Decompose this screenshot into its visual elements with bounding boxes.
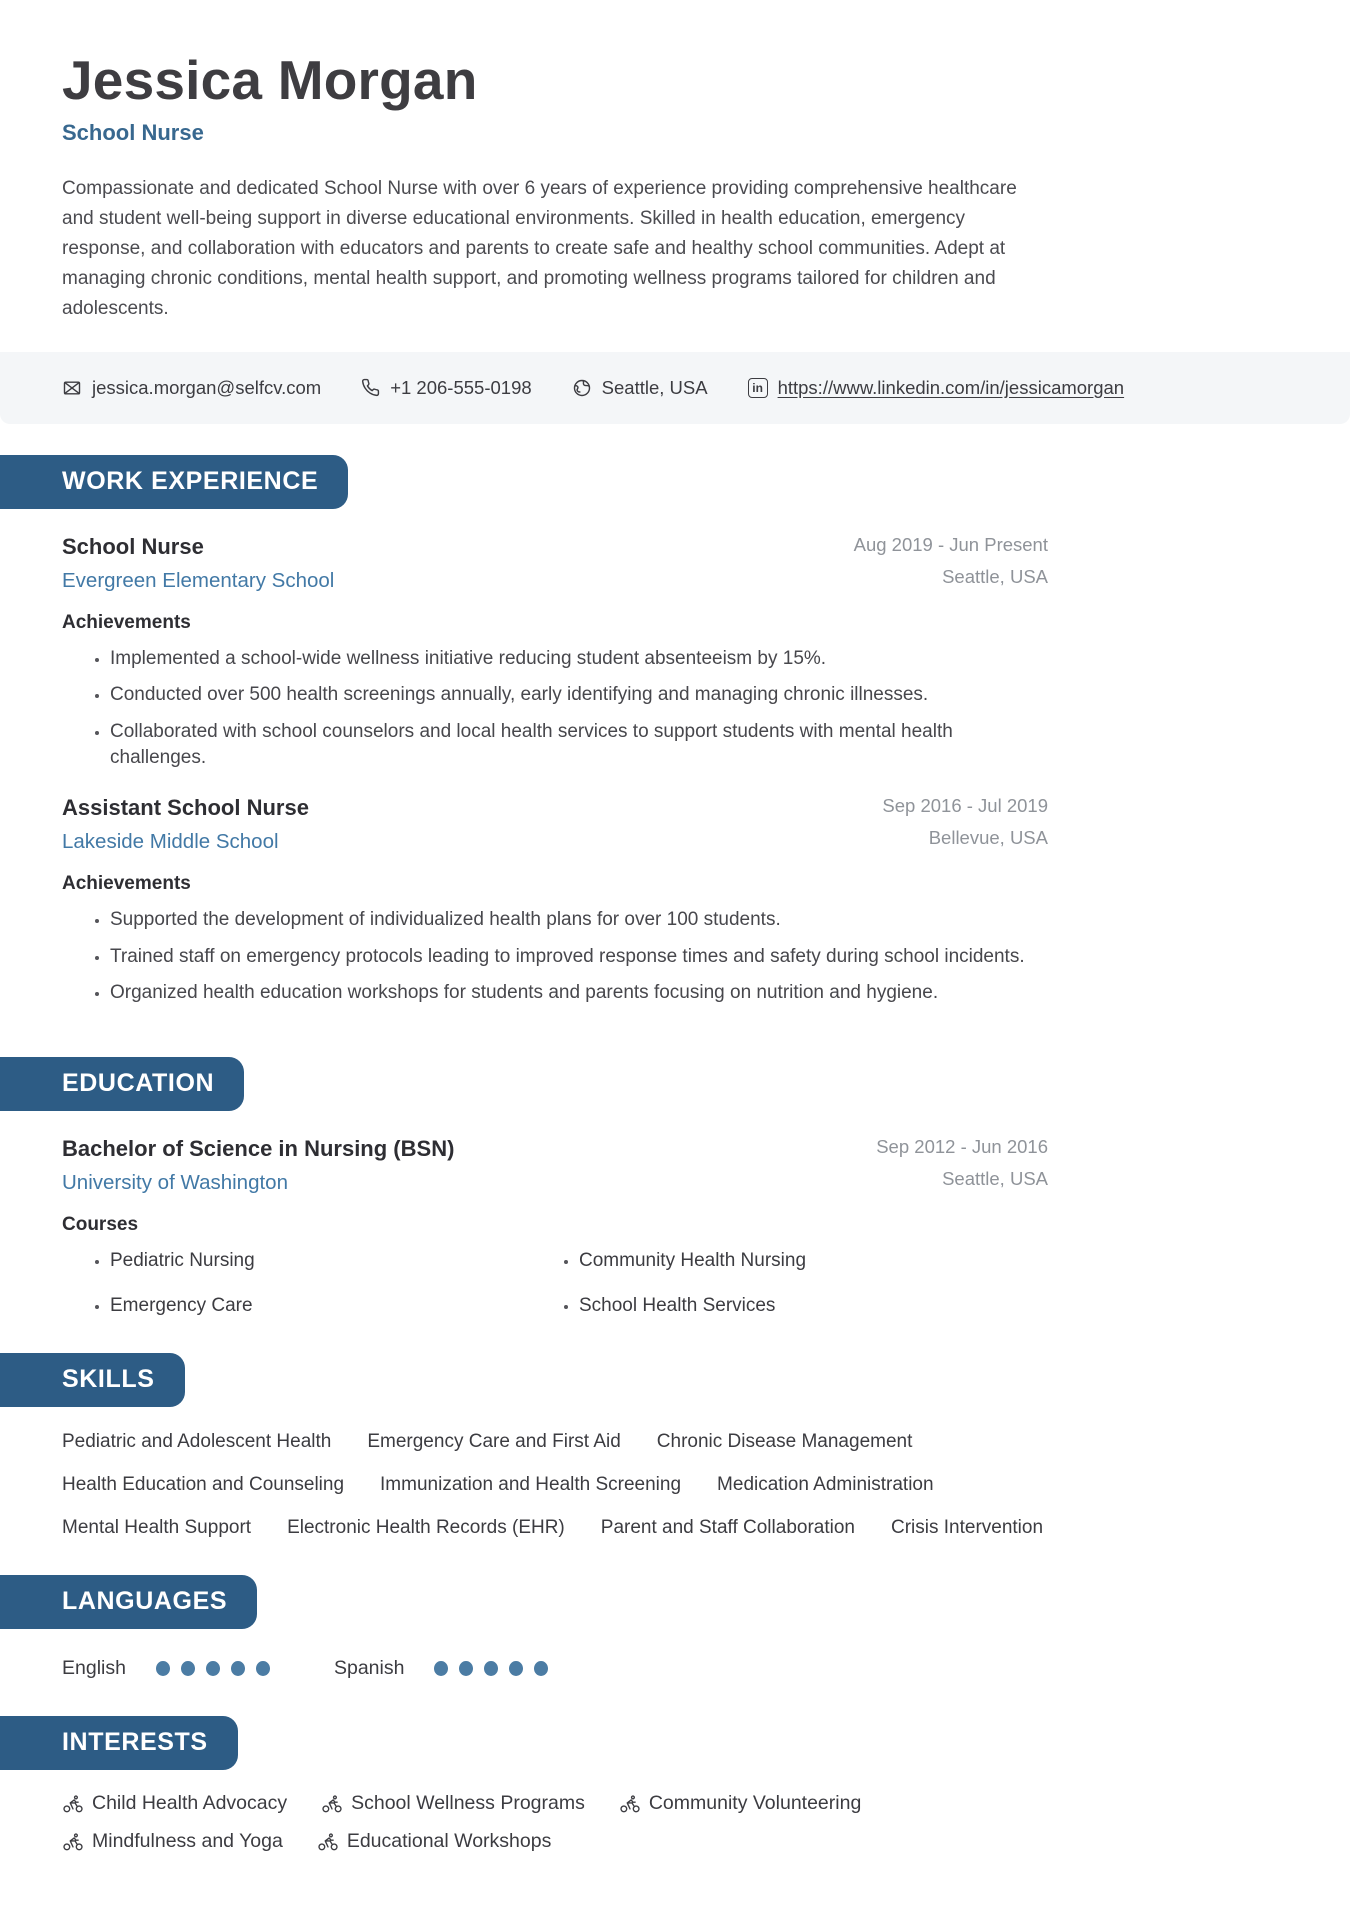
contact-email [62,377,321,399]
summary-text: Compassionate and dedicated School Nurse with over 6 years of experience providing comprehensive healthcare and student well-being support in diverse educational environments. Skilled in health education, emergency response, and collaboration with educators and parents to create safe and healthy school communities. Adept at managing chronic conditions, mental health support, and promoting wellness programs tailored for children and adolescents. [62,177,1017,319]
achievements-label: Achievements [62,611,191,633]
interest-label: Child Health Advocacy [92,1792,288,1815]
interest-label: Mindfulness and Yoga [92,1830,283,1853]
education-entry [62,1136,1048,1317]
person-name: Jessica Morgan [62,49,478,111]
language-item [62,1657,270,1680]
course-item: • Emergency Care [110,1295,579,1317]
language-level [156,1661,270,1676]
courses-label: Courses [62,1214,139,1236]
achievements-list [62,907,1048,1006]
section-header-work-experience: WORK EXPERIENCE [0,455,348,509]
section-header-languages: LANGUAGES [0,1575,257,1629]
section-header-education: EDUCATION [0,1057,244,1111]
language-dot [206,1661,220,1676]
interest-label: Community Volunteering [648,1792,862,1815]
interest-item [62,1830,283,1853]
language-dot [156,1661,170,1676]
achievement-item: • Conducted over 500 health screenings annually, early identifying and managing chronic illnesses. [110,682,1048,708]
achievement-item: • Collaborated with school counselors and local health services to support students with mental health challenges. [110,719,1048,770]
bicycle-icon [619,1793,641,1815]
skill-item: Immunization and Health Screening [380,1474,682,1496]
achievement-item: • Trained staff on emergency protocols leading to improved response times and safety during school incidents. [110,944,1048,970]
skill-item: Medication Administration [717,1474,934,1496]
education-location: Seattle, USA [942,1168,1048,1190]
language-name: English [62,1657,126,1680]
contact-location-value: Seattle, USA [601,376,708,398]
course-item: • Community Health Nursing [579,1250,1048,1272]
section-header-skills: SKILLS [0,1353,185,1407]
job-dates: Aug 2019 - Jun Present [853,533,1048,555]
achievement-item: • Supported the development of individualized health plans for over 100 students. [110,907,1048,933]
education-section [0,1136,1350,1317]
contact-phone [361,377,531,399]
bicycle-icon [62,1793,84,1815]
course-item: • Pediatric Nursing [110,1250,579,1272]
contact-phone-value: +1 206-555-0198 [390,376,532,398]
skill-item: Parent and Staff Collaboration [600,1517,855,1539]
bicycle-icon [317,1831,339,1853]
language-dot [181,1661,195,1676]
envelope-icon [62,378,82,398]
resume-header [0,0,1350,324]
education-dates: Sep 2012 - Jun 2016 [876,1136,1048,1158]
linkedin-link[interactable]: https://www.linkedin.com/in/jessicamorgan [777,376,1125,398]
languages-list [62,1657,1048,1680]
achievement-item: • Organized health education workshops for students and parents focusing on nutrition and hygiene. [110,980,1048,1006]
contact-bar [0,352,1350,424]
language-dot [484,1661,498,1676]
skills-list [62,1431,1048,1539]
bicycle-icon [62,1831,84,1853]
language-dot [231,1661,245,1676]
skill-item: Mental Health Support [62,1517,252,1539]
linkedin-icon: in [748,378,768,398]
job-location: Seattle, USA [942,565,1048,587]
interest-item [619,1792,861,1815]
language-level [434,1661,548,1676]
language-dot [509,1661,523,1676]
bicycle-icon [321,1793,343,1815]
language-dot [534,1661,548,1676]
achievement-item: • Implemented a school-wide wellness initiative reducing student absenteeism by 15%. [110,646,1048,672]
contact-email-value: jessica.morgan@selfcv.com [92,376,322,398]
language-dot [459,1661,473,1676]
phone-icon [361,378,380,397]
interest-item [321,1792,585,1815]
interest-label: School Wellness Programs [351,1792,585,1815]
languages-section [0,1657,1350,1680]
section-header-interests: INTERESTS [0,1716,238,1770]
job-company: Evergreen Elementary School [62,568,335,592]
interest-item [62,1792,287,1815]
skill-item: Crisis Intervention [890,1517,1044,1539]
skill-item: Health Education and Counseling [62,1474,345,1496]
job-location: Bellevue, USA [928,827,1048,849]
job-title: School Nurse [62,533,204,559]
language-dot [256,1661,270,1676]
skill-item: Emergency Care and First Aid [367,1431,621,1453]
job-entry [62,534,1048,771]
interests-list [62,1792,1048,1853]
interests-section [0,1792,1350,1853]
globe-icon [572,378,592,398]
person-role: School Nurse [62,119,204,145]
courses-list [62,1250,1048,1317]
language-name: Spanish [333,1657,405,1680]
language-item [334,1657,548,1680]
skill-item: Electronic Health Records (EHR) [287,1517,565,1539]
course-item: • School Health Services [579,1295,1048,1317]
achievements-list [62,646,1048,771]
school-name: University of Washington [62,1171,288,1195]
skills-section [0,1431,1350,1539]
interest-label: Educational Workshops [346,1830,552,1853]
skill-item: Pediatric and Adolescent Health [62,1431,332,1453]
contact-location [572,377,708,399]
job-dates: Sep 2016 - Jul 2019 [882,795,1048,817]
contact-linkedin [748,377,1125,399]
job-entry [62,795,1048,1006]
achievements-label: Achievements [62,873,191,895]
language-dot [434,1661,448,1676]
degree-title: Bachelor of Science in Nursing (BSN) [62,1136,455,1162]
job-company: Lakeside Middle School [62,830,279,854]
work-experience-section [0,534,1350,1006]
skill-item: Chronic Disease Management [656,1431,913,1453]
interest-item [317,1830,552,1853]
job-title: Assistant School Nurse [62,795,309,821]
